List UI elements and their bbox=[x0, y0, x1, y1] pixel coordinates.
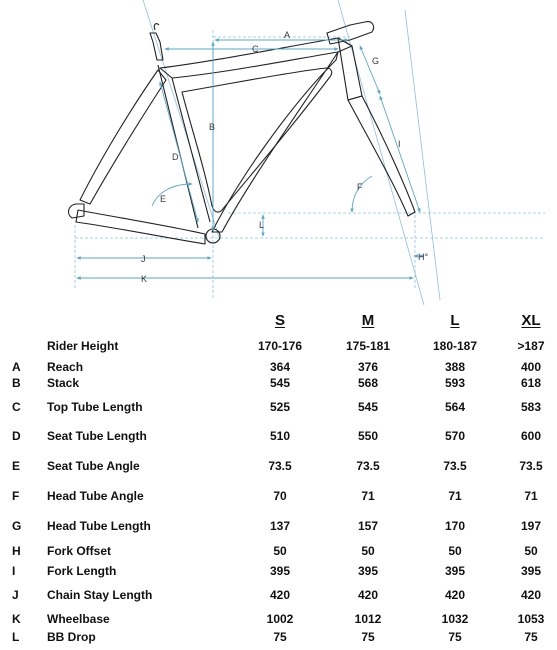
row-value-b-xl: 618 bbox=[520, 376, 542, 390]
rider-height-l: 180-187 bbox=[432, 339, 478, 353]
dim-label-k: K bbox=[141, 274, 148, 284]
row-letter-i: I bbox=[12, 564, 16, 578]
row-value-g-s: 137 bbox=[269, 519, 291, 533]
size-header-s: S bbox=[274, 312, 286, 329]
row-value-g-m: 157 bbox=[357, 519, 379, 533]
row-value-l-m: 75 bbox=[361, 630, 375, 644]
dim-label-e: E bbox=[160, 194, 167, 204]
row-value-h-l: 50 bbox=[448, 544, 462, 558]
row-name-f: Head Tube Angle bbox=[47, 489, 144, 503]
guide-lines bbox=[75, 0, 545, 305]
row-letter-f: F bbox=[12, 489, 20, 503]
dimension-labels bbox=[141, 30, 429, 284]
row-value-b-m: 568 bbox=[357, 376, 379, 390]
row-letter-b: B bbox=[12, 376, 21, 390]
row-letter-g: G bbox=[12, 519, 22, 533]
row-letter-h: H bbox=[12, 544, 21, 558]
row-value-i-m: 395 bbox=[357, 564, 379, 578]
dim-label-f: F bbox=[357, 182, 363, 192]
row-value-g-xl: 197 bbox=[520, 519, 542, 533]
row-letter-e: E bbox=[12, 459, 21, 473]
row-value-h-xl: 50 bbox=[524, 544, 538, 558]
row-name-c: Top Tube Length bbox=[47, 400, 143, 414]
row-value-j-m: 420 bbox=[357, 588, 379, 602]
row-value-k-m: 1012 bbox=[354, 612, 382, 626]
row-value-i-xl: 395 bbox=[520, 564, 542, 578]
row-value-j-l: 420 bbox=[444, 588, 466, 602]
row-value-f-xl: 71 bbox=[524, 489, 538, 503]
row-name-k: Wheelbase bbox=[47, 612, 110, 626]
row-value-j-xl: 420 bbox=[520, 588, 542, 602]
row-letter-j: J bbox=[12, 588, 19, 602]
row-value-l-l: 75 bbox=[448, 630, 462, 644]
bike-frame-diagram bbox=[0, 0, 557, 305]
row-letter-k: K bbox=[12, 612, 21, 626]
dim-label-a: A bbox=[284, 30, 291, 40]
dim-label-l: L bbox=[259, 220, 265, 230]
dim-label-h: H° bbox=[418, 252, 429, 262]
dim-label-c: C bbox=[252, 44, 259, 54]
row-value-d-l: 570 bbox=[444, 429, 466, 443]
row-value-f-s: 70 bbox=[273, 489, 287, 503]
row-letter-d: D bbox=[12, 429, 21, 443]
dim-label-b: B bbox=[209, 122, 216, 132]
row-value-e-xl: 73.5 bbox=[519, 459, 543, 473]
row-name-d: Seat Tube Length bbox=[47, 429, 147, 443]
row-value-l-s: 75 bbox=[273, 630, 287, 644]
row-value-j-s: 420 bbox=[269, 588, 291, 602]
dim-label-j: J bbox=[141, 254, 146, 264]
size-header-m: M bbox=[361, 312, 375, 329]
row-value-b-l: 593 bbox=[444, 376, 466, 390]
dim-label-g: G bbox=[372, 56, 380, 66]
row-name-g: Head Tube Length bbox=[47, 519, 151, 533]
row-value-k-l: 1032 bbox=[441, 612, 469, 626]
row-value-a-s: 364 bbox=[269, 360, 291, 374]
row-value-e-s: 73.5 bbox=[268, 459, 292, 473]
row-value-k-xl: 1053 bbox=[517, 612, 545, 626]
size-header-xl: XL bbox=[521, 312, 541, 329]
row-value-k-s: 1002 bbox=[266, 612, 294, 626]
row-name-l: BB Drop bbox=[47, 630, 96, 644]
row-name-j: Chain Stay Length bbox=[47, 588, 153, 602]
row-value-d-xl: 600 bbox=[520, 429, 542, 443]
row-letter-l: L bbox=[12, 630, 20, 644]
row-value-h-s: 50 bbox=[273, 544, 287, 558]
rider-height-label: Rider Height bbox=[47, 339, 119, 353]
row-value-e-l: 73.5 bbox=[443, 459, 467, 473]
row-name-i: Fork Length bbox=[47, 564, 117, 578]
row-value-g-l: 170 bbox=[444, 519, 466, 533]
row-letter-c: C bbox=[12, 400, 21, 414]
row-value-a-xl: 400 bbox=[520, 360, 542, 374]
row-value-l-xl: 75 bbox=[524, 630, 538, 644]
dim-label-i: I bbox=[398, 139, 401, 149]
dim-label-d: D bbox=[172, 152, 179, 162]
row-value-i-l: 395 bbox=[444, 564, 466, 578]
rider-height-m: 175-181 bbox=[345, 339, 391, 353]
row-value-f-m: 71 bbox=[361, 489, 375, 503]
size-header-l: L bbox=[450, 312, 460, 329]
geometry-table bbox=[0, 310, 557, 650]
row-value-d-m: 550 bbox=[357, 429, 379, 443]
row-value-f-l: 71 bbox=[448, 489, 462, 503]
rider-height-xl: >187 bbox=[517, 339, 545, 353]
row-letter-a: A bbox=[12, 360, 21, 374]
row-value-a-l: 388 bbox=[444, 360, 466, 374]
row-value-a-m: 376 bbox=[357, 360, 379, 374]
row-value-e-m: 73.5 bbox=[356, 459, 380, 473]
row-value-h-m: 50 bbox=[361, 544, 375, 558]
rider-height-s: 170-176 bbox=[257, 339, 303, 353]
row-name-a: Reach bbox=[47, 360, 84, 374]
row-name-e: Seat Tube Angle bbox=[47, 459, 140, 473]
row-value-c-m: 545 bbox=[357, 400, 379, 414]
row-value-c-s: 525 bbox=[269, 400, 291, 414]
row-name-h: Fork Offset bbox=[47, 544, 112, 558]
row-value-c-l: 564 bbox=[444, 400, 466, 414]
dimension-lines bbox=[77, 40, 424, 278]
row-value-c-xl: 583 bbox=[520, 400, 542, 414]
row-value-i-s: 395 bbox=[269, 564, 291, 578]
bike-frame-outline bbox=[69, 22, 415, 244]
row-value-d-s: 510 bbox=[269, 429, 291, 443]
row-value-b-s: 545 bbox=[269, 376, 291, 390]
row-name-b: Stack bbox=[47, 376, 80, 390]
